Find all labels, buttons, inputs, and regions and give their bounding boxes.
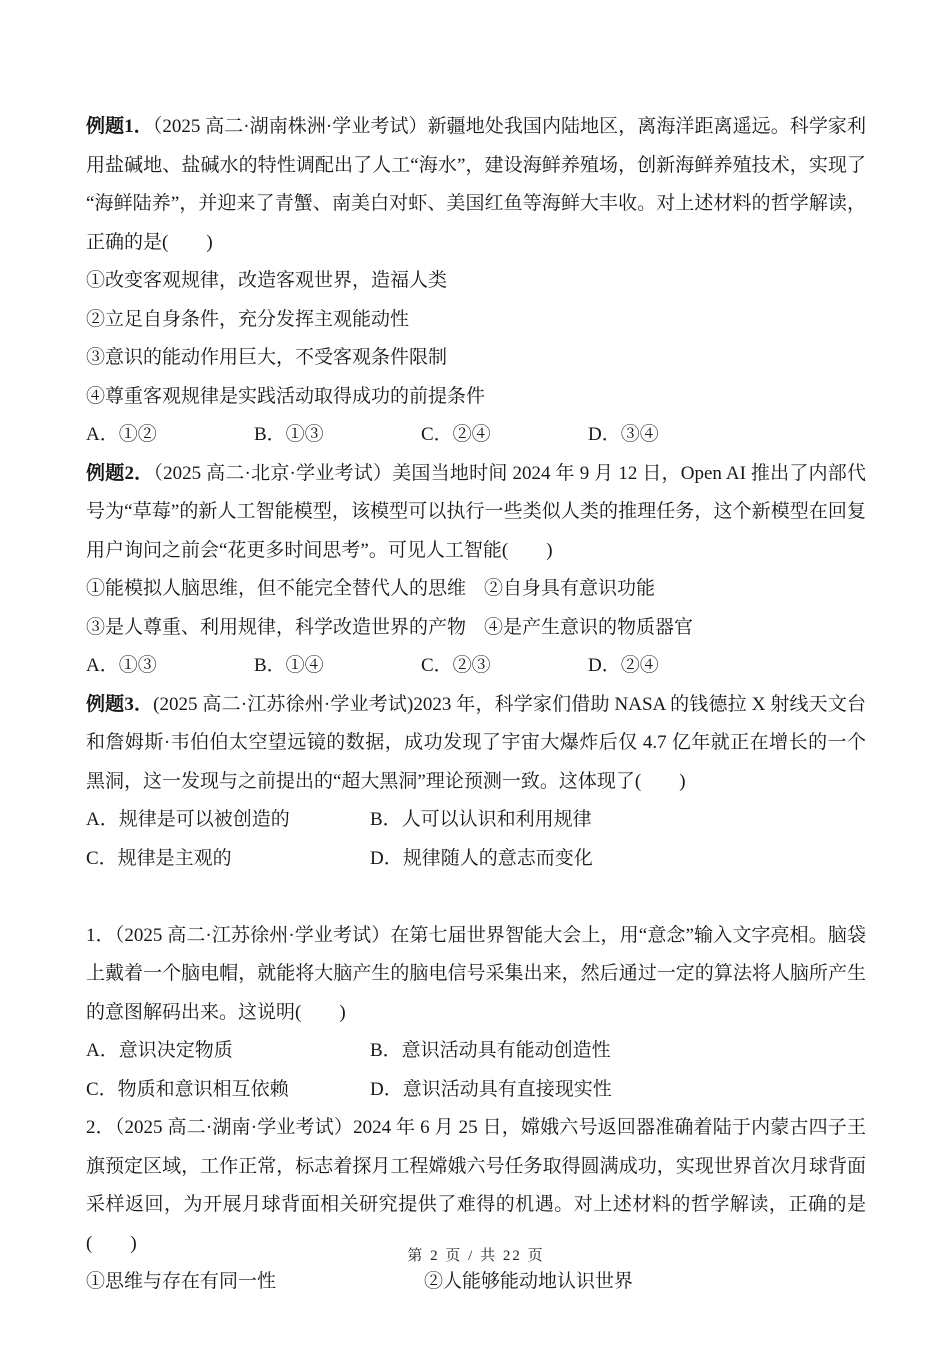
practice-1-option-row-2 <box>86 1071 866 1110</box>
example-3-question <box>86 686 866 802</box>
example-3-label: 例题3． <box>86 693 154 715</box>
practice-2-question <box>86 1109 866 1263</box>
example-1-answer-row <box>86 416 866 455</box>
example-2-answer-row <box>86 647 866 686</box>
item-3: ③是人尊重、利用规律，科学改造世界的产物 <box>86 616 467 638</box>
option-a: A．意识决定物质 <box>86 1040 233 1061</box>
option-b: B．意识活动具有能动创造性 <box>370 1040 611 1061</box>
option-b: B．人可以认识和利用规律 <box>370 809 592 830</box>
practice-2-item-row <box>86 1263 866 1302</box>
answer-choice-b: B．①③ <box>254 424 324 445</box>
example-2-label: 例题2． <box>86 462 154 484</box>
example-1-body: （2025 高二·湖南株洲·学业考试）新疆地处我国内陆地区，离海洋距离遥远。科学家利用盐碱地、盐碱水的特性调配出了人工“海水”，建设海鲜养殖场，创新海鲜养殖技术，实现了“海鲜陆养”，并迎来了青蟹、南美白对虾、美国红鱼等海鲜大丰收。对上述材料的哲学解读，正确的是( ) <box>86 116 866 253</box>
practice-2-body: （2025 高二·湖南·学业考试）2024 年 6 月 25 日，嫦娥六号返回器准确着陆于内蒙古四子王旗预定区域，工作正常，标志着探月工程嫦娥六号任务取得圆满成功，实现世界首次月球背面采样返回，为开展月球背面相关研究提供了难得的机遇。对上述材料的哲学解读，正确的是( ) <box>86 1117 866 1254</box>
example-1-label: 例题1． <box>86 116 153 137</box>
example-2-body: （2025 高二·北京·学业考试）美国当地时间 2024 年 9 月 12 日，Open AI 推出了内部代号为“草莓”的新人工智能模型，该模型可以执行一些类似人类的推理任务，这个新模型在回复用户询问之前会“花更多时间思考”。可见人工智能( ) <box>86 462 866 561</box>
option-c: C．物质和意识相互依赖 <box>86 1078 289 1100</box>
section-gap <box>86 878 866 917</box>
example-1-item-2: ②立足自身条件，充分发挥主观能动性 <box>86 308 410 330</box>
practice-1-label: 1． <box>86 924 115 946</box>
practice-1-body: （2025 高二·江苏徐州·学业考试）在第七届世界智能大会上，用“意念”输入文字亮相。脑袋上戴着一个脑电帽，就能将大脑产生的脑电信号采集出来，然后通过一定的算法将人脑所产生的意图解码出来。这说明( ) <box>86 924 866 1023</box>
practice-1-question <box>86 917 866 1033</box>
example-1-item-1: ①改变客观规律，改造客观世界，造福人类 <box>86 270 448 291</box>
practice-1-option-row-1 <box>86 1032 866 1071</box>
answer-choice-d: D．③④ <box>588 424 659 445</box>
example-2-item-row-1 <box>86 570 866 609</box>
item-4: ④是产生意识的物质器官 <box>484 616 694 638</box>
example-1-item-3: ③意识的能动作用巨大，不受客观条件限制 <box>86 347 448 368</box>
option-d: D．规律随人的意志而变化 <box>370 847 593 869</box>
option-a: A．规律是可以被创造的 <box>86 809 290 830</box>
answer-choice-c: C．②③ <box>421 655 491 676</box>
item-2: ②自身具有意识功能 <box>484 578 656 599</box>
example-3-option-row-2 <box>86 840 866 879</box>
answer-choice-a: A．①② <box>86 424 157 445</box>
answer-choice-a: A．①③ <box>86 655 157 676</box>
page-number: 第 2 页 / 共 22 页 <box>407 1248 545 1264</box>
item-2: ②人能够能动地认识世界 <box>424 1271 634 1292</box>
option-d: D．意识活动具有直接现实性 <box>370 1078 612 1100</box>
item-1: ①思维与存在有同一性 <box>86 1271 277 1292</box>
option-c: C．规律是主观的 <box>86 847 232 869</box>
item-1: ①能模拟人脑思维，但不能完全替代人的思维 <box>86 578 467 599</box>
page-content <box>86 108 866 1302</box>
answer-choice-c: C．②④ <box>421 424 491 445</box>
example-2-item-row-2 <box>86 609 866 648</box>
example-3-option-row-1 <box>86 801 866 840</box>
example-3-body: (2025 高二·江苏徐州·学业考试)2023 年，科学家们借助 NASA 的钱德拉 X 射线天文台和詹姆斯·韦伯伯太空望远镜的数据，成功发现了宇宙大爆炸后仅 4.7 亿年就正在增长的一个黑洞，这一发现与之前提出的“超大黑洞”理论预测一致。这体现了( ) <box>86 693 866 792</box>
example-2-question <box>86 455 866 571</box>
practice-2-label: 2． <box>86 1117 115 1138</box>
example-1-question <box>86 108 866 262</box>
answer-choice-b: B．①④ <box>254 655 324 676</box>
example-1-item-4: ④尊重客观规律是实践活动取得成功的前提条件 <box>86 385 486 407</box>
answer-choice-d: D．②④ <box>588 655 659 676</box>
